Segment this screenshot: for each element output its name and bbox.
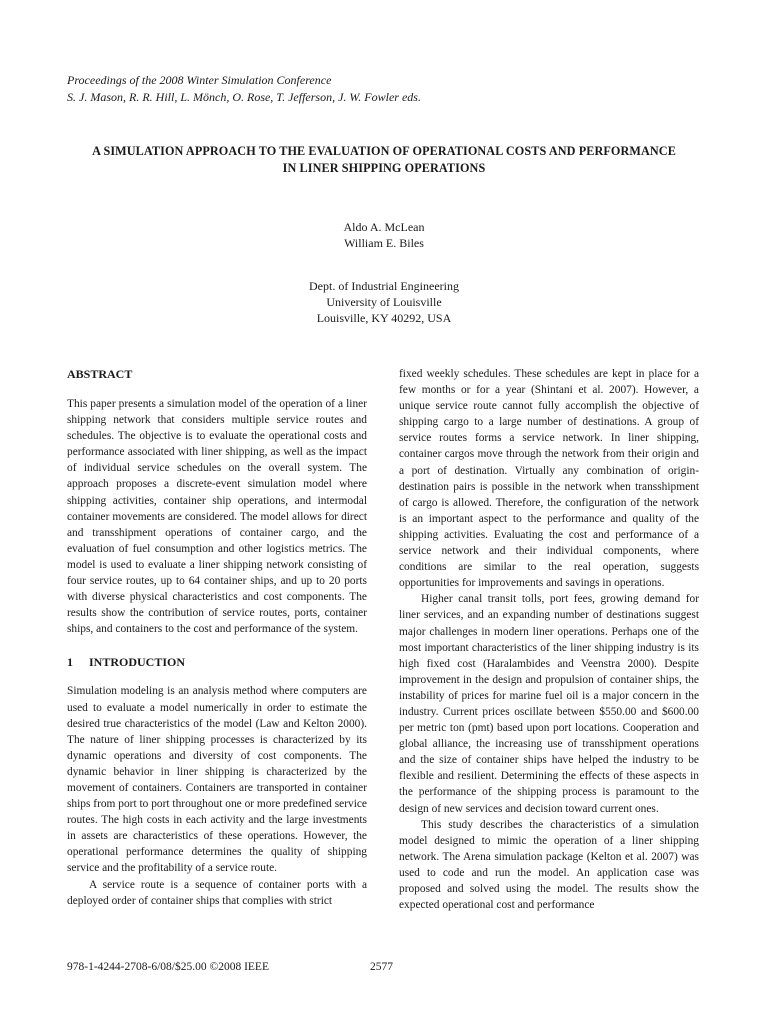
editors-line: S. J. Mason, R. R. Hill, L. Mönch, O. Rose, T. Jefferson, J. W. Fowler eds.	[67, 90, 421, 104]
conference-name: Proceedings of the 2008 Winter Simulation Conference	[67, 73, 332, 87]
section-title: INTRODUCTION	[89, 655, 186, 670]
paper-title	[40, 143, 728, 177]
page-number: 2577	[370, 961, 393, 973]
intro-paragraph: A service route is a sequence of container ports with a deployed order of container ships that complies with strict	[67, 878, 367, 907]
section-heading-introduction	[67, 654, 367, 670]
affiliation-line: Dept. of Industrial Engineering	[309, 279, 459, 293]
affiliation	[0, 278, 768, 326]
abstract-heading: ABSTRACT	[67, 367, 133, 381]
conference-header	[67, 72, 421, 106]
left-column	[67, 366, 367, 909]
intro-paragraph: Higher canal transit tolls, port fees, growing demand for liner services, and an expanding number of destinations suggest major challenges in modern liner operations. Perhaps one of the most important characteristics of the liner shipping industry is its high fixed cost (Haralambides and Veenstra 2000). Despite improvement in the design and propulsion of container ships, the instability of prices for marine fuel oil is a major concern in the industry. Current prices oscillate between $550.00 and $600.00 per metric ton (pmt) based upon port locations. Cooperation and global alliance, the increasing use of transshipment operations and the size of container ships have helped the industry to be flexible and resilient. Determining the effects of these aspects in the performance of the shipping process is paramount to the design of new services and decision toward current ones.	[399, 593, 699, 815]
intro-paragraph-continued: fixed weekly schedules. These schedules are kept in place for a few months or for a year (Shintani et al. 2007). However, a unique service route cannot fully accomplish the objective of shipping cargo to a large number of destinations. A group of service routes forms a service network. In liner shipping, container cargos move through the network from their origin and a port of destination. Virtually any combination of origin-destination pairs is possible in the network when transshipment of cargo is allowed. Therefore, the configuration of the network is an important aspect to the performance and quality of the shipping activities. Evaluating the cost and performance of a service network and their individual components, where conditions are similar to the real operation, suggests opportunities for improvements and savings in operations.	[399, 368, 699, 590]
right-column	[399, 366, 699, 913]
intro-paragraph: Simulation modeling is an analysis method where computers are used to evaluate a model numerically in order to estimate the desired true characteristics of the model (Law and Kelton 2000). The nature of liner shipping processes is characterized by its dynamic operations and diversity of cost components. The dynamic behavior in liner shipping is characterized by the movement of containers. Containers are transported in container ships from port to port throughout one or more predefined service routes. The high costs in each activity and the large investments in assets are characteristics of these operations. However, the operational performance determines the quality of shipping service and the profitability of a service route.	[67, 685, 367, 875]
affiliation-line: University of Louisville	[326, 295, 442, 309]
title-line-2: IN LINER SHIPPING OPERATIONS	[282, 161, 486, 175]
author-name: William E. Biles	[344, 236, 424, 250]
title-line-1: A SIMULATION APPROACH TO THE EVALUATION OF OPERATIONAL COSTS AND PERFORMANCE	[92, 144, 676, 158]
abstract-text: This paper presents a simulation model of the operation of a liner shipping network that considers multiple service routes and schedules. The objective is to evaluate the operational costs and performance associated with liner shipping, as well as the impact of individual service schedules on the overall system. The approach proposes a discrete-event simulation model where shipping activities, container ship operations, and intermodal container movements are considered. The model allows for direct and transshipment operations of container cargo, and the evaluation of fuel consumption and other logistics metrics. The model is used to evaluate a liner shipping network consisting of four service routes, up to 64 container ships, and up to 20 ports with diverse physical characteristics and cost components. The results show the contribution of service routes, ports, container ships, and containers to the cost and performance of the system.	[67, 398, 367, 636]
copyright-footer: 978-1-4244-2708-6/08/$25.00 ©2008 IEEE	[67, 961, 269, 973]
affiliation-line: Louisville, KY 40292, USA	[316, 311, 452, 325]
intro-paragraph: This study describes the characteristics of a simulation model designed to mimic the operation of a liner shipping network. The Arena simulation package (Kelton et al. 2007) was used to code and run the model. An application case was proposed and solved using the model. The results show the expected operational cost and performance	[399, 818, 699, 912]
author-list	[0, 219, 768, 251]
author-name: Aldo A. McLean	[343, 220, 425, 234]
section-number: 1	[67, 655, 73, 670]
